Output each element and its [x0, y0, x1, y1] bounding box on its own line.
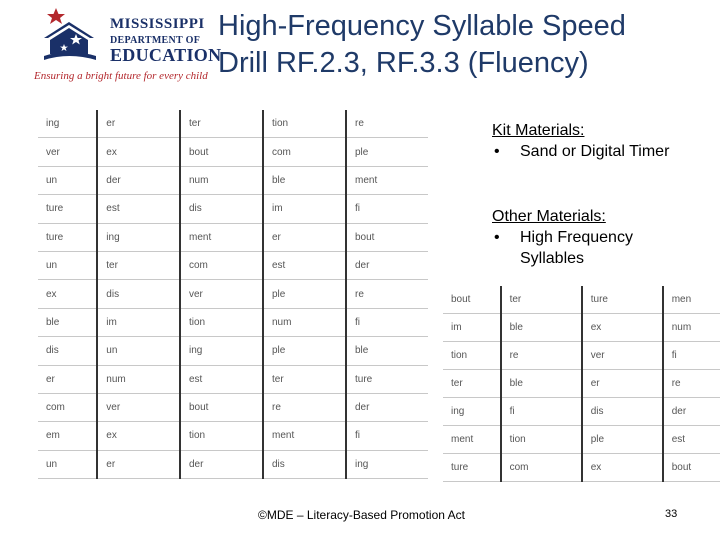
syllable-cell: [263, 195, 346, 223]
syllable-text: ture: [354, 373, 373, 385]
syllable-cell: [346, 422, 428, 450]
syllable-cell: [38, 251, 97, 279]
bullet: •: [494, 143, 500, 160]
syllable-text: ple: [271, 288, 286, 300]
syllable-cell: [346, 251, 428, 279]
syllable-cell: [263, 337, 346, 365]
syllable-cell: [180, 450, 263, 478]
syllable-text: er: [271, 231, 281, 243]
syllable-text: im: [451, 322, 462, 333]
syllable-cell: [346, 365, 428, 393]
syllable-text: ment: [451, 434, 474, 445]
syllable-cell: [97, 223, 180, 251]
syllable-text: ment: [271, 430, 295, 442]
syllable-cell: [180, 195, 263, 223]
grid-row: [38, 195, 428, 223]
syllable-text: un: [46, 260, 58, 272]
syllable-text: tion: [188, 430, 206, 442]
syllable-text: ing: [106, 231, 120, 243]
syllable-text: bout: [354, 231, 375, 243]
syllable-cell: [663, 286, 720, 314]
syllable-text: ing: [354, 458, 369, 470]
syllable-text: un: [106, 345, 118, 357]
syllable-text: im: [106, 316, 117, 328]
syllable-text: ture: [46, 203, 64, 215]
syllable-cell: [501, 286, 582, 314]
syllable-text: com: [509, 462, 529, 473]
syllable-cell: [663, 398, 720, 426]
syllable-cell: [263, 450, 346, 478]
syllable-text: com: [188, 260, 208, 272]
syllable-text: ble: [354, 345, 369, 357]
syllable-cell: [346, 393, 428, 421]
syllable-cell: [346, 280, 428, 308]
syllable-cell: [263, 393, 346, 421]
grid-row: [443, 398, 720, 426]
syllable-text: num: [106, 373, 126, 385]
syllable-text: der: [354, 260, 370, 272]
other-materials-item: [492, 227, 692, 269]
syllable-cell: [443, 342, 501, 370]
syllable-text: est: [271, 260, 286, 272]
syllable-cell: [263, 280, 346, 308]
syllable-cell: [38, 166, 97, 194]
syllable-cell: [263, 251, 346, 279]
syllable-cell: [263, 223, 346, 251]
grid-row: [38, 251, 428, 279]
syllable-cell: [38, 365, 97, 393]
grid-row: [443, 342, 720, 370]
syllable-cell: [97, 251, 180, 279]
syllable-cell: [38, 450, 97, 478]
syllable-text: fi: [509, 406, 515, 417]
syllable-text: tion: [509, 434, 526, 445]
syllable-cell: [97, 110, 180, 138]
syllable-text: bout: [188, 146, 209, 158]
syllable-text: ble: [509, 378, 523, 389]
syllable-cell: [263, 422, 346, 450]
syllable-cell: [663, 426, 720, 454]
grid-row: [443, 426, 720, 454]
syllable-cell: [346, 138, 428, 166]
syllable-cell: [346, 308, 428, 336]
syllable-text: der: [188, 458, 204, 470]
syllable-text: ex: [106, 430, 117, 442]
syllable-text: fi: [354, 203, 360, 215]
syllable-cell: [501, 454, 582, 482]
syllable-text: est: [188, 373, 203, 385]
syllable-cell: [582, 454, 663, 482]
syllable-text: ture: [46, 231, 64, 243]
logo-state-name: MISSISSIPPI: [110, 16, 205, 32]
syllable-text: num: [271, 316, 292, 328]
grid-row: [38, 337, 428, 365]
syllable-cell: [180, 308, 263, 336]
mde-logo: [30, 4, 222, 86]
slide-title-line-1: High-Frequency Syllable Speed: [218, 10, 626, 42]
syllable-text: fi: [354, 430, 360, 442]
syllable-text: tion: [451, 350, 468, 361]
grid-row: [38, 110, 428, 138]
syllable-text: ver: [188, 288, 203, 300]
syllable-grid-right: [443, 286, 720, 482]
syllable-cell: [180, 166, 263, 194]
syllable-text: un: [46, 458, 58, 470]
slide-title: [218, 8, 718, 82]
syllable-cell: [180, 223, 263, 251]
syllable-text: der: [106, 174, 121, 186]
syllable-text: men: [671, 294, 692, 305]
syllable-cell: [582, 370, 663, 398]
grid-row: [443, 286, 720, 314]
syllable-cell: [582, 426, 663, 454]
kit-materials-heading: Kit Materials:: [492, 122, 585, 139]
syllable-text: ver: [590, 350, 605, 361]
syllable-cell: [346, 166, 428, 194]
logo-tagline: Ensuring a bright future for every child: [34, 70, 208, 82]
syllable-cell: [97, 365, 180, 393]
syllable-text: un: [46, 174, 58, 186]
syllable-cell: [38, 195, 97, 223]
syllable-text: num: [188, 174, 209, 186]
syllable-cell: [38, 138, 97, 166]
syllable-text: im: [271, 203, 283, 215]
kit-materials-item: [492, 141, 692, 162]
syllable-text: tion: [271, 118, 289, 130]
syllable-cell: [501, 342, 582, 370]
syllable-cell: [346, 223, 428, 251]
syllable-cell: [97, 166, 180, 194]
syllable-text: com: [46, 402, 65, 414]
syllable-cell: [501, 314, 582, 342]
syllable-text: er: [46, 373, 55, 385]
bullet: •: [494, 229, 500, 246]
syllable-text: bout: [671, 462, 692, 473]
logo-department: DEPARTMENT OF: [110, 35, 201, 46]
syllable-text: ment: [188, 231, 212, 243]
syllable-cell: [582, 286, 663, 314]
syllable-text: re: [354, 288, 364, 300]
syllable-text: der: [354, 402, 370, 414]
syllable-cell: [263, 110, 346, 138]
syllable-cell: [38, 223, 97, 251]
syllable-cell: [263, 308, 346, 336]
syllable-text: ver: [106, 402, 121, 414]
syllable-text: com: [271, 146, 291, 158]
syllable-text: fi: [354, 316, 360, 328]
syllable-text: ple: [590, 434, 605, 445]
syllable-cell: [443, 454, 501, 482]
syllable-cell: [38, 337, 97, 365]
syllable-text: ble: [509, 322, 523, 333]
syllable-cell: [180, 251, 263, 279]
syllable-text: em: [46, 430, 60, 442]
syllable-text: est: [106, 203, 120, 215]
syllable-cell: [180, 422, 263, 450]
syllable-text: dis: [590, 406, 604, 417]
syllable-text: fi: [671, 350, 677, 361]
grid-row: [443, 370, 720, 398]
grid-row: [38, 365, 428, 393]
syllable-cell: [180, 138, 263, 166]
syllable-text: ter: [188, 118, 201, 130]
syllable-cell: [582, 342, 663, 370]
syllable-text: re: [509, 350, 519, 361]
grid-row: [443, 314, 720, 342]
syllable-text: bout: [188, 402, 209, 414]
syllable-text: dis: [271, 458, 285, 470]
syllable-cell: [38, 308, 97, 336]
syllable-cell: [443, 426, 501, 454]
syllable-cell: [663, 370, 720, 398]
syllable-text: ing: [188, 345, 203, 357]
syllable-text: ver: [46, 146, 60, 158]
syllable-text: ple: [354, 146, 369, 158]
grid-row: [38, 166, 428, 194]
syllable-cell: [582, 314, 663, 342]
footer-copyright: ©MDE – Literacy-Based Promotion Act: [258, 508, 465, 522]
syllable-text: er: [106, 118, 116, 130]
syllable-text: ble: [46, 316, 60, 328]
syllable-cell: [97, 393, 180, 421]
syllable-text: re: [271, 402, 281, 414]
syllable-text: bout: [451, 294, 471, 305]
slide-title-line-2: Drill RF.2.3, RF.3.3 (Fluency): [218, 47, 589, 79]
kit-materials: [492, 120, 692, 162]
syllable-text: ple: [271, 345, 286, 357]
other-materials-heading: Other Materials:: [492, 208, 606, 225]
syllable-text: re: [354, 118, 364, 130]
grid-row: [38, 308, 428, 336]
syllable-cell: [663, 454, 720, 482]
other-materials: [492, 206, 692, 269]
syllable-cell: [346, 337, 428, 365]
syllable-cell: [38, 110, 97, 138]
syllable-text: er: [106, 458, 116, 470]
kit-materials-item-text: Sand or Digital Timer: [520, 143, 670, 160]
syllable-cell: [180, 393, 263, 421]
syllable-text: er: [590, 378, 600, 389]
syllable-text: ter: [106, 260, 118, 272]
syllable-text: ex: [590, 462, 602, 473]
syllable-text: ment: [354, 174, 378, 186]
syllable-cell: [180, 337, 263, 365]
syllable-cell: [663, 314, 720, 342]
syllable-text: ex: [46, 288, 57, 300]
syllable-text: ex: [590, 322, 602, 333]
grid-row: [38, 223, 428, 251]
syllable-cell: [97, 195, 180, 223]
syllable-cell: [263, 166, 346, 194]
syllable-cell: [346, 110, 428, 138]
syllable-cell: [582, 398, 663, 426]
syllable-cell: [180, 280, 263, 308]
syllable-cell: [346, 450, 428, 478]
syllable-cell: [263, 365, 346, 393]
syllable-text: ing: [46, 118, 60, 130]
syllable-text: ture: [590, 294, 608, 305]
syllable-text: dis: [106, 288, 120, 300]
syllable-cell: [443, 286, 501, 314]
syllable-cell: [346, 195, 428, 223]
syllable-cell: [97, 280, 180, 308]
syllable-text: dis: [188, 203, 202, 215]
syllable-text: ing: [451, 406, 465, 417]
syllable-grid-left: [38, 110, 428, 479]
syllable-cell: [443, 398, 501, 426]
grid-row: [38, 450, 428, 478]
other-materials-item-text: High Frequency Syllables: [520, 229, 633, 267]
syllable-text: est: [671, 434, 686, 445]
syllable-text: ter: [451, 378, 463, 389]
syllable-text: der: [671, 406, 687, 417]
grid-row: [38, 280, 428, 308]
grid-row: [38, 422, 428, 450]
syllable-text: ture: [451, 462, 469, 473]
syllable-cell: [97, 138, 180, 166]
page-number: 33: [665, 508, 678, 520]
syllable-text: num: [671, 322, 692, 333]
syllable-cell: [38, 393, 97, 421]
syllable-cell: [97, 422, 180, 450]
syllable-cell: [501, 398, 582, 426]
syllable-cell: [180, 110, 263, 138]
syllable-text: re: [671, 378, 681, 389]
syllable-cell: [501, 370, 582, 398]
syllable-cell: [263, 138, 346, 166]
syllable-cell: [443, 370, 501, 398]
syllable-text: ble: [271, 174, 286, 186]
syllable-cell: [97, 450, 180, 478]
syllable-text: ter: [509, 294, 522, 305]
syllable-text: tion: [188, 316, 206, 328]
syllable-cell: [97, 337, 180, 365]
logo-education: EDUCATION: [110, 45, 222, 65]
syllable-cell: [443, 314, 501, 342]
syllable-cell: [663, 342, 720, 370]
syllable-cell: [501, 426, 582, 454]
syllable-cell: [38, 280, 97, 308]
syllable-cell: [180, 365, 263, 393]
syllable-cell: [97, 308, 180, 336]
syllable-text: ex: [106, 146, 117, 158]
schoolhouse-star-icon: [34, 4, 104, 66]
grid-row: [38, 138, 428, 166]
syllable-cell: [38, 422, 97, 450]
grid-row: [38, 393, 428, 421]
syllable-text: dis: [46, 345, 59, 357]
grid-row: [443, 454, 720, 482]
syllable-text: ter: [271, 373, 284, 385]
